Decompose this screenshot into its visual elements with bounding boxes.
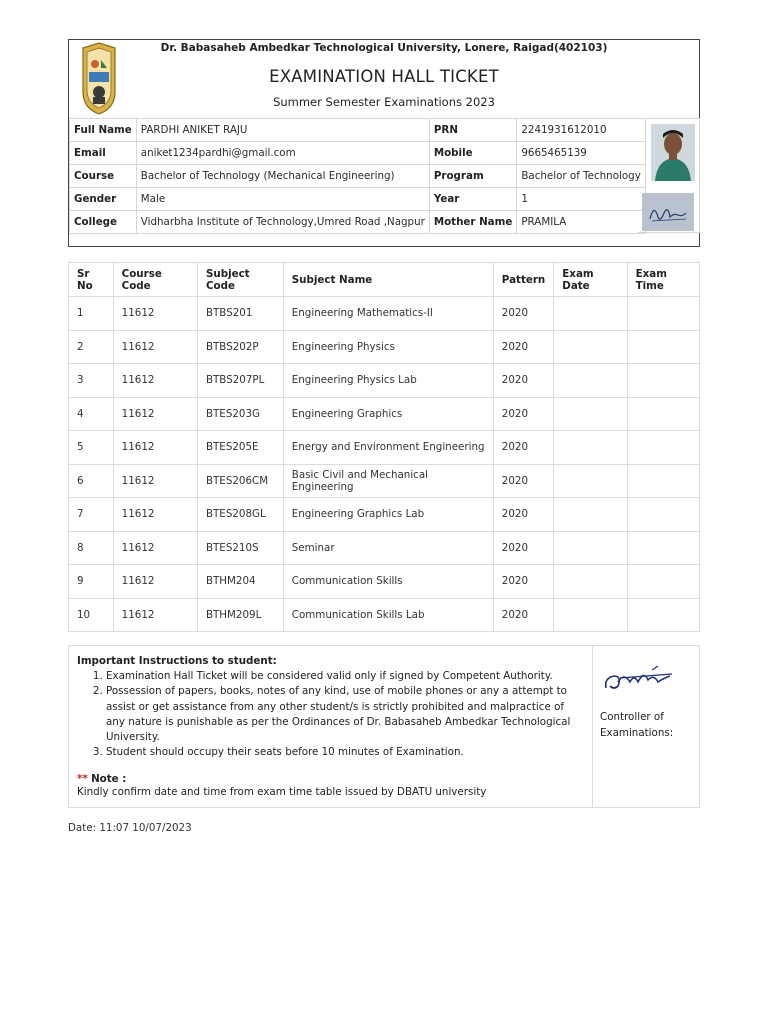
table-cell: 11612 [113,297,197,331]
table-cell: 11612 [113,565,197,599]
table-cell: 9 [69,565,114,599]
instruction-item: 3. Student should occupy their seats before 10 minutes of Examination. [106,745,584,760]
table-cell: 2020 [493,397,553,431]
table-cell [627,531,699,565]
table-cell: 2020 [493,565,553,599]
table-cell: BTES205E [197,431,283,465]
table-cell [627,330,699,364]
instructions-list [106,669,584,761]
table-cell: 2020 [493,531,553,565]
table-row [69,531,700,565]
table-cell [554,297,627,331]
table-cell: BTES210S [197,531,283,565]
college-value: Vidharbha Institute of Technology,Umred Road ,Nagpur [136,211,429,234]
table-cell: BTBS202P [197,330,283,364]
table-cell [554,598,627,632]
column-header: Sr No [69,263,114,297]
table-cell: BTHM204 [197,565,283,599]
info-row [70,119,646,142]
table-row [69,297,700,331]
student-signature [642,193,694,231]
mobile-value: 9665465139 [517,142,645,165]
full-name-value: PARDHI ANIKET RAJU [136,119,429,142]
note-label: Note : [91,772,127,785]
program-label: Program [429,165,517,188]
table-cell [627,431,699,465]
gender-value: Male [136,188,429,211]
table-cell: 2020 [493,330,553,364]
instruction-item: 2. Possession of papers, books, notes of any kind, use of mobile phones or any a attempt to assist or get assistance from any other student/s is strictly prohibited and malpractice of any nature is punishable as per the Ordinances of Dr. Babasaheb Ambedkar Technological University. [106,684,584,745]
prn-value: 2241931612010 [517,119,645,142]
table-cell [627,498,699,532]
mobile-label: Mobile [429,142,517,165]
course-label: Course [70,165,137,188]
table-cell [554,565,627,599]
gender-label: Gender [70,188,137,211]
table-cell: 11612 [113,531,197,565]
table-cell: 2020 [493,431,553,465]
year-value: 1 [517,188,645,211]
column-header: Exam Date [554,263,627,297]
table-cell: Energy and Environment Engineering [283,431,493,465]
column-header: Exam Time [627,263,699,297]
university-name: Dr. Babasaheb Ambedkar Technological University, Lonere, Raigad(402103) [160,42,608,54]
note-text: Kindly confirm date and time from exam time table issued by DBATU university [77,785,487,798]
table-cell: 2020 [493,364,553,398]
info-row [70,211,646,234]
table-cell: 11612 [113,498,197,532]
table-cell: 11612 [113,330,197,364]
table-cell [554,464,627,498]
hall-ticket-header [68,39,700,247]
table-cell [627,598,699,632]
table-cell: BTES208GL [197,498,283,532]
program-value: Bachelor of Technology [517,165,645,188]
table-cell: 1 [69,297,114,331]
instructions-title: Important Instructions to student: [77,655,277,667]
table-cell: 2 [69,330,114,364]
table-cell [554,498,627,532]
table-cell: Engineering Graphics [283,397,493,431]
table-cell: 2020 [493,598,553,632]
column-header: Course Code [113,263,197,297]
note-stars: ** [77,772,88,785]
subjects-table [68,262,700,632]
table-cell [627,297,699,331]
table-cell: Communication Skills [283,565,493,599]
table-cell [627,565,699,599]
table-row [69,330,700,364]
photo-signature-cell [638,118,700,233]
table-cell [554,364,627,398]
instruction-item: 1. Examination Hall Ticket will be considered valid only if signed by Competent Authority. [106,669,584,684]
info-row [70,188,646,211]
table-row [69,464,700,498]
student-info-table [69,118,646,234]
controller-signature [600,664,676,698]
info-row [70,165,646,188]
table-cell: 2020 [493,464,553,498]
table-cell: Engineering Mathematics-II [283,297,493,331]
table-cell: Communication Skills Lab [283,598,493,632]
table-cell [627,464,699,498]
table-cell: Engineering Physics [283,330,493,364]
column-header: Subject Name [283,263,493,297]
table-cell: 10 [69,598,114,632]
table-cell [554,330,627,364]
email-label: Email [70,142,137,165]
table-cell: BTES206CM [197,464,283,498]
table-cell [554,531,627,565]
table-row [69,498,700,532]
print-date: Date: 11:07 10/07/2023 [68,822,192,834]
table-cell: 4 [69,397,114,431]
table-cell: Engineering Physics Lab [283,364,493,398]
full-name-label: Full Name [70,119,137,142]
info-row [70,142,646,165]
course-value: Bachelor of Technology (Mechanical Engineering) [136,165,429,188]
instructions-box [68,645,700,808]
mother-name-label: Mother Name [429,211,517,234]
column-header: Subject Code [197,263,283,297]
table-cell: 5 [69,431,114,465]
table-cell: BTHM209L [197,598,283,632]
column-header: Pattern [493,263,553,297]
prn-label: PRN [429,119,517,142]
table-cell: 2020 [493,498,553,532]
mother-name-value: PRAMILA [517,211,645,234]
table-cell: 11612 [113,364,197,398]
controller-line-2: Examinations: [600,726,674,739]
table-cell: 11612 [113,598,197,632]
college-label: College [70,211,137,234]
table-cell: 11612 [113,431,197,465]
table-cell: 8 [69,531,114,565]
table-cell: 11612 [113,464,197,498]
email-value: aniket1234pardhi@gmail.com [136,142,429,165]
table-row [69,598,700,632]
instructions-panel [69,646,593,807]
table-cell [627,397,699,431]
table-cell: 6 [69,464,114,498]
table-row [69,364,700,398]
table-cell [627,364,699,398]
table-cell: Engineering Graphics Lab [283,498,493,532]
table-cell: Basic Civil and Mechanical Engineering [283,464,493,498]
student-photo [651,124,695,181]
table-cell: BTBS207PL [197,364,283,398]
table-cell: BTBS201 [197,297,283,331]
table-cell: 11612 [113,397,197,431]
table-row [69,565,700,599]
controller-title [600,710,673,741]
controller-line-1: Controller of [600,711,664,723]
page-title: EXAMINATION HALL TICKET [269,67,499,86]
table-row [69,431,700,465]
table-cell [554,431,627,465]
table-cell: 2020 [493,297,553,331]
table-cell: 3 [69,364,114,398]
controller-panel [594,646,700,807]
table-cell: Seminar [283,531,493,565]
year-label: Year [429,188,517,211]
semester-title: Summer Semester Examinations 2023 [273,95,495,109]
table-header-row [69,263,700,297]
table-row [69,397,700,431]
note-heading [77,773,584,785]
table-cell [554,397,627,431]
table-cell: 7 [69,498,114,532]
table-cell: BTES203G [197,397,283,431]
